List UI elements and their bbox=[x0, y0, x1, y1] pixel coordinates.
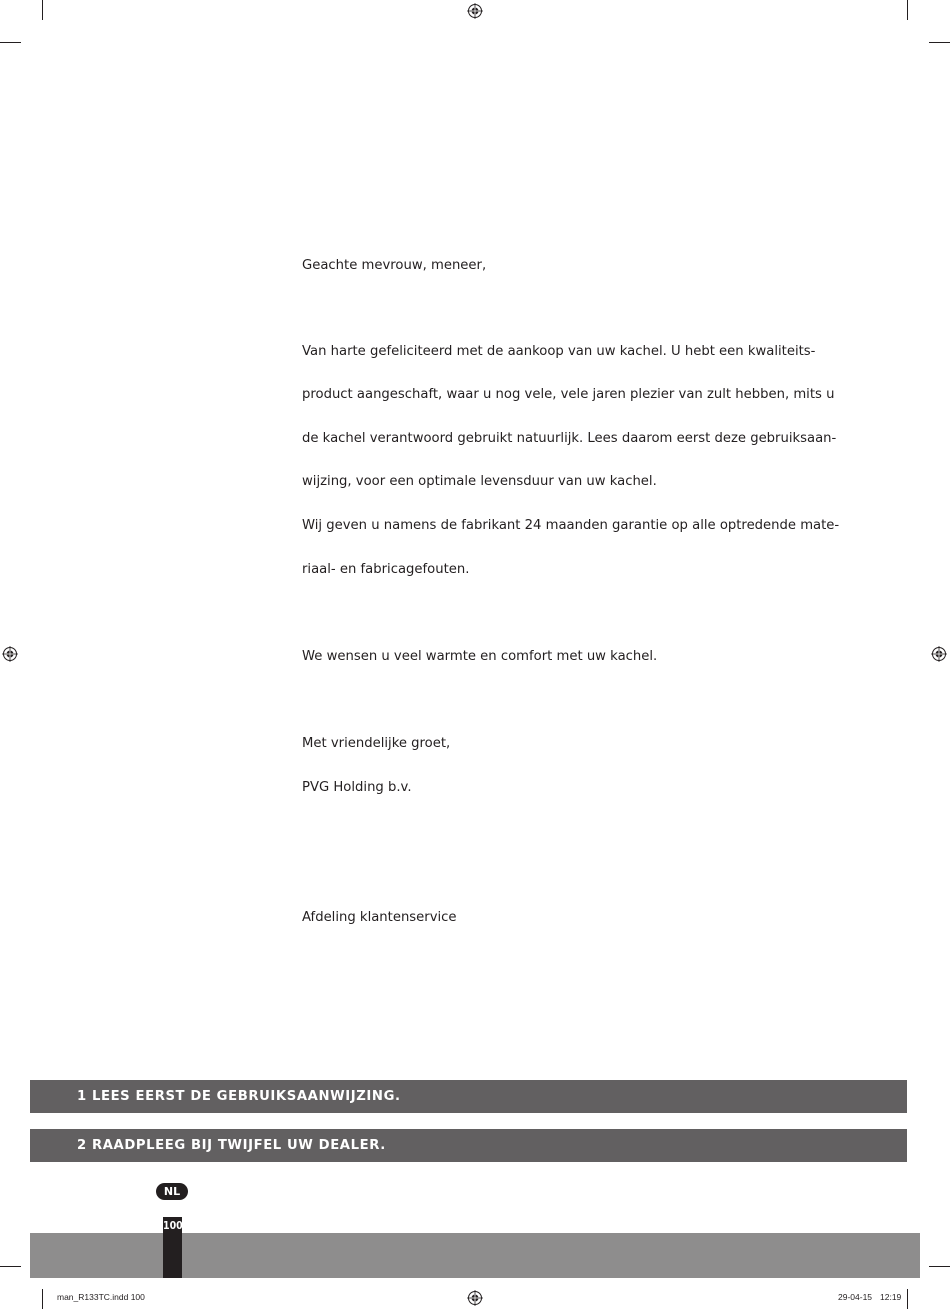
letter-paragraph-line: Wij geven u namens de fabrikant 24 maanden garantie op alle optredende mate- bbox=[302, 518, 840, 533]
crop-mark bbox=[907, 1289, 908, 1309]
letter-department: Afdeling klantenservice bbox=[302, 910, 457, 925]
letter-company: PVG Holding b.v. bbox=[302, 780, 412, 795]
letter-wish: We wensen u veel warmte en comfort met uw kachel. bbox=[302, 649, 658, 664]
crop-mark bbox=[929, 1266, 950, 1267]
print-slug-time: 12:19 bbox=[880, 1292, 902, 1302]
letter-paragraph-line: product aangeschaft, waar u nog vele, vele jaren plezier van zult hebben, mits u bbox=[302, 387, 835, 402]
crop-mark bbox=[929, 42, 950, 43]
crop-mark bbox=[42, 0, 43, 20]
crop-mark bbox=[42, 1289, 43, 1309]
print-slug-date: 29-04-15 bbox=[838, 1292, 873, 1302]
registration-mark-icon bbox=[467, 1290, 483, 1306]
letter-paragraph-line: wijzing, voor een optimale levensduur van uw kachel. bbox=[302, 474, 657, 489]
registration-mark-icon bbox=[467, 3, 483, 19]
registration-mark-icon bbox=[931, 646, 947, 662]
crop-mark bbox=[0, 42, 21, 43]
language-badge: NL bbox=[156, 1183, 188, 1200]
instruction-bar: 2 RAADPLEEG BIJ TWIJFEL UW DEALER. bbox=[30, 1129, 907, 1162]
crop-mark bbox=[907, 0, 908, 20]
letter-closing: Met vriendelijke groet, bbox=[302, 736, 451, 751]
crop-mark bbox=[0, 1266, 21, 1267]
print-slug-file: man_R133TC.indd 100 bbox=[57, 1292, 145, 1302]
letter-paragraph-line: de kachel verantwoord gebruikt natuurlijk. Lees daarom eerst deze gebruiksaan- bbox=[302, 431, 837, 446]
instruction-bar: 1 LEES EERST DE GEBRUIKSAANWIJZING. bbox=[30, 1080, 907, 1113]
registration-mark-icon bbox=[2, 646, 18, 662]
letter-paragraph-line: riaal- en fabricagefouten. bbox=[302, 562, 470, 577]
letter-paragraph-line: Van harte gefeliciteerd met de aankoop van uw kachel. U hebt een kwaliteits- bbox=[302, 344, 816, 359]
page-number: 100 bbox=[163, 1217, 182, 1278]
letter-greeting: Geachte mevrouw, meneer, bbox=[302, 258, 487, 273]
